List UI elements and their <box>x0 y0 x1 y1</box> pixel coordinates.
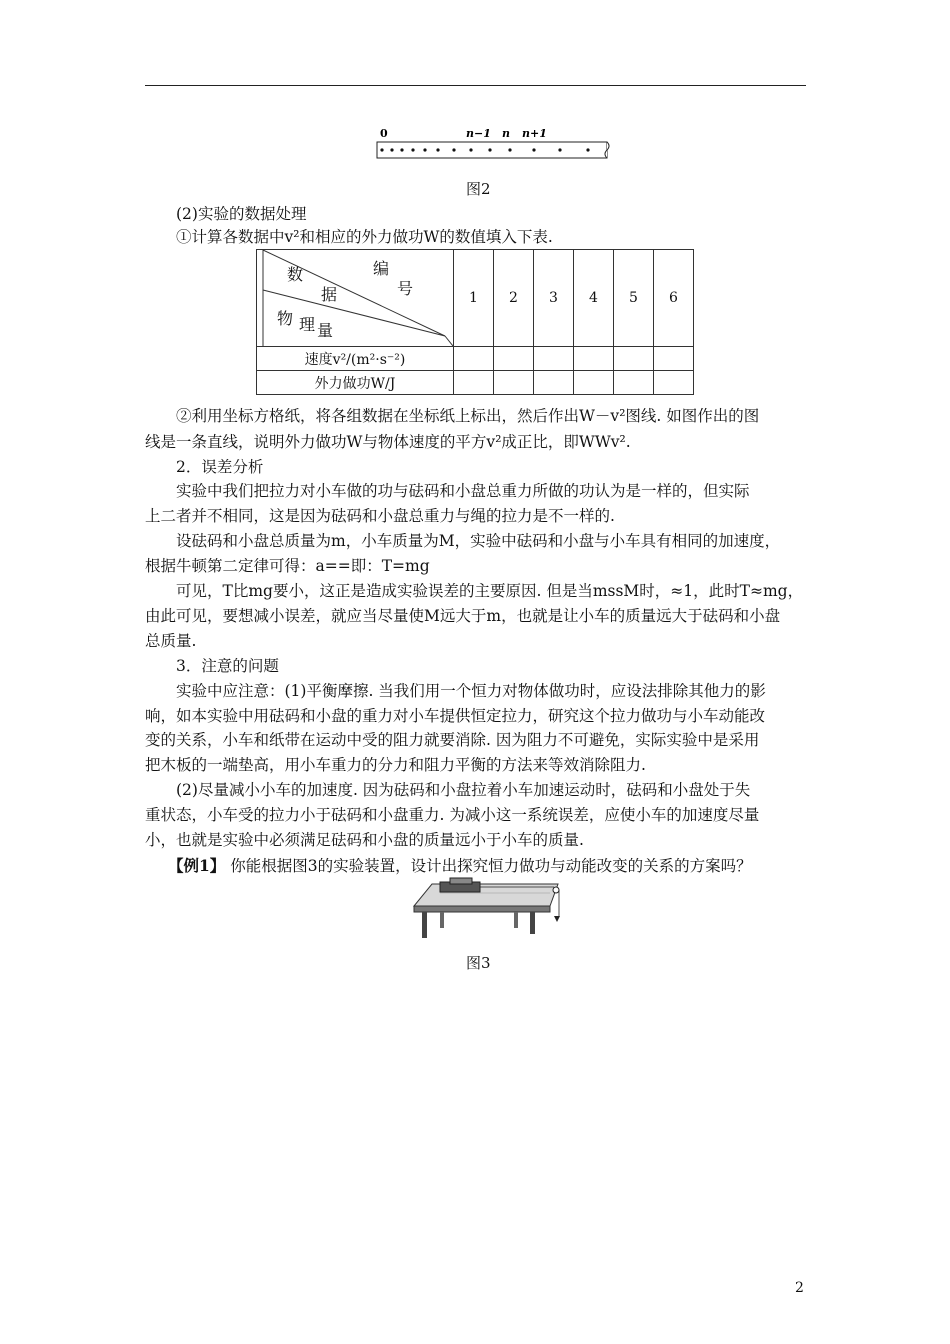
data-processing-step1: ①计算各数据中v²和相应的外力做功W的数值填入下表. <box>176 228 553 246</box>
corner-label-ju: 据 <box>321 285 338 304</box>
table-cell <box>654 371 694 395</box>
table-cell <box>494 371 534 395</box>
corner-label-hao: 号 <box>397 279 414 298</box>
corner-label-bian: 编 <box>373 259 390 278</box>
section-2-line: 实验中我们把拉力对小车做的功与砝码和小盘总重力所做的功认为是一样的，但实际 <box>176 482 750 500</box>
tape-diagram <box>374 126 614 166</box>
tape-label-0: 0 <box>380 127 388 140</box>
column-header-5: 5 <box>614 250 654 347</box>
column-header-4: 4 <box>574 250 614 347</box>
table-cell <box>454 371 494 395</box>
column-header-1: 1 <box>454 250 494 347</box>
header-rule <box>145 85 806 86</box>
table-cell <box>614 347 654 371</box>
section-3-line: 变的关系，小车和纸带在运动中受的阻力就要消除. 因为阻力不可避免，实际实验中是采用 <box>145 731 760 749</box>
corner-label-li: 理 <box>299 315 316 334</box>
tape-label-n+1: n+1 <box>522 127 547 140</box>
table-cell <box>574 347 614 371</box>
tape-label-n: n <box>502 127 510 140</box>
table-row <box>257 347 694 371</box>
page-number: 2 <box>795 1280 804 1296</box>
section-3-line: (2)尽量减小小车的加速度. 因为砝码和小盘拉着小车加速运动时，砝码和小盘处于失 <box>176 781 751 799</box>
section-2-line: 总质量. <box>145 632 197 650</box>
figure-2-tape <box>374 126 614 166</box>
table-cell <box>654 347 694 371</box>
section-2-line: 根据牛顿第二定律可得：a==即：T=mg <box>145 557 430 575</box>
table-cell <box>534 347 574 371</box>
row-label-work: 外力做功W/J <box>257 371 454 395</box>
tape-dots <box>380 148 589 151</box>
example-1 <box>168 856 828 876</box>
section-3-line: 把木板的一端垫高，用小车重力的分力和阻力平衡的方法来等效消除阻力. <box>145 756 646 774</box>
corner-label-shu: 数 <box>287 265 304 284</box>
figure-3-caption: 图3 <box>466 954 491 972</box>
data-table <box>256 249 694 395</box>
section-2-line: 设砝码和小盘总质量为m，小车质量为M，实验中砝码和小盘与小车具有相同的加速度， <box>176 532 781 550</box>
section-2-line: 可见，T比mg要小，这正是造成实验误差的主要原因. 但是当mssM时，≈1，此时T≈mg， <box>176 582 804 600</box>
table-cell <box>534 371 574 395</box>
corner-label-liang: 量 <box>317 321 334 340</box>
section-3-line: 重状态，小车受的拉力小于砝码和小盘重力. 为减小这一系统误差，应使小车的加速度尽量 <box>145 806 760 824</box>
column-header-6: 6 <box>654 250 694 347</box>
section-2-line: 上二者并不相同，这是因为砝码和小盘总重力与绳的拉力是不一样的. <box>145 507 615 525</box>
example-tag: 【例1】 <box>168 856 226 875</box>
row-label-velocity: 速度v²/(m²·s⁻²) <box>257 347 454 371</box>
section-3-line: 实验中应注意：(1)平衡摩擦. 当我们用一个恒力对物体做功时，应设法排除其他力的影 <box>176 682 766 700</box>
section-2-heading: 2．误差分析 <box>176 458 264 476</box>
example-text: 你能根据图3的实验装置，设计出探究恒力做功与动能改变的关系的方案吗？ <box>230 857 752 875</box>
corner-label-wu: 物 <box>277 309 294 328</box>
figure-3-apparatus <box>410 876 560 940</box>
table-row <box>257 371 694 395</box>
column-header-2: 2 <box>494 250 534 347</box>
section-3-line: 响，如本实验中用砝码和小盘的重力对小车提供恒定拉力，研究这个拉力做功与小车动能改 <box>145 707 766 725</box>
step2-line-1: ②利用坐标方格纸，将各组数据在坐标纸上标出，然后作出W－v²图线. 如图作出的图 <box>176 407 760 425</box>
table-cell <box>614 371 654 395</box>
data-processing-heading: (2)实验的数据处理 <box>176 205 307 223</box>
tape-label-n-1: n−1 <box>466 127 491 140</box>
table-cell <box>494 347 534 371</box>
step2-line-2: 线是一条直线，说明外力做功W与物体速度的平方v²成正比，即WWv². <box>145 433 631 451</box>
section-3-heading: 3．注意的问题 <box>176 657 279 675</box>
section-3-line: 小，也就是实验中必须满足砝码和小盘的质量远小于小车的质量. <box>145 831 584 849</box>
apparatus-illustration <box>410 876 560 940</box>
table-corner-cell <box>257 250 454 347</box>
table-cell <box>574 371 614 395</box>
column-header-3: 3 <box>534 250 574 347</box>
section-2-line: 由此可见，要想减小误差，就应当尽量使M远大于m，也就是让小车的质量远大于砝码和小盘 <box>145 607 781 625</box>
figure-2-caption: 图2 <box>466 180 491 198</box>
table-cell <box>454 347 494 371</box>
